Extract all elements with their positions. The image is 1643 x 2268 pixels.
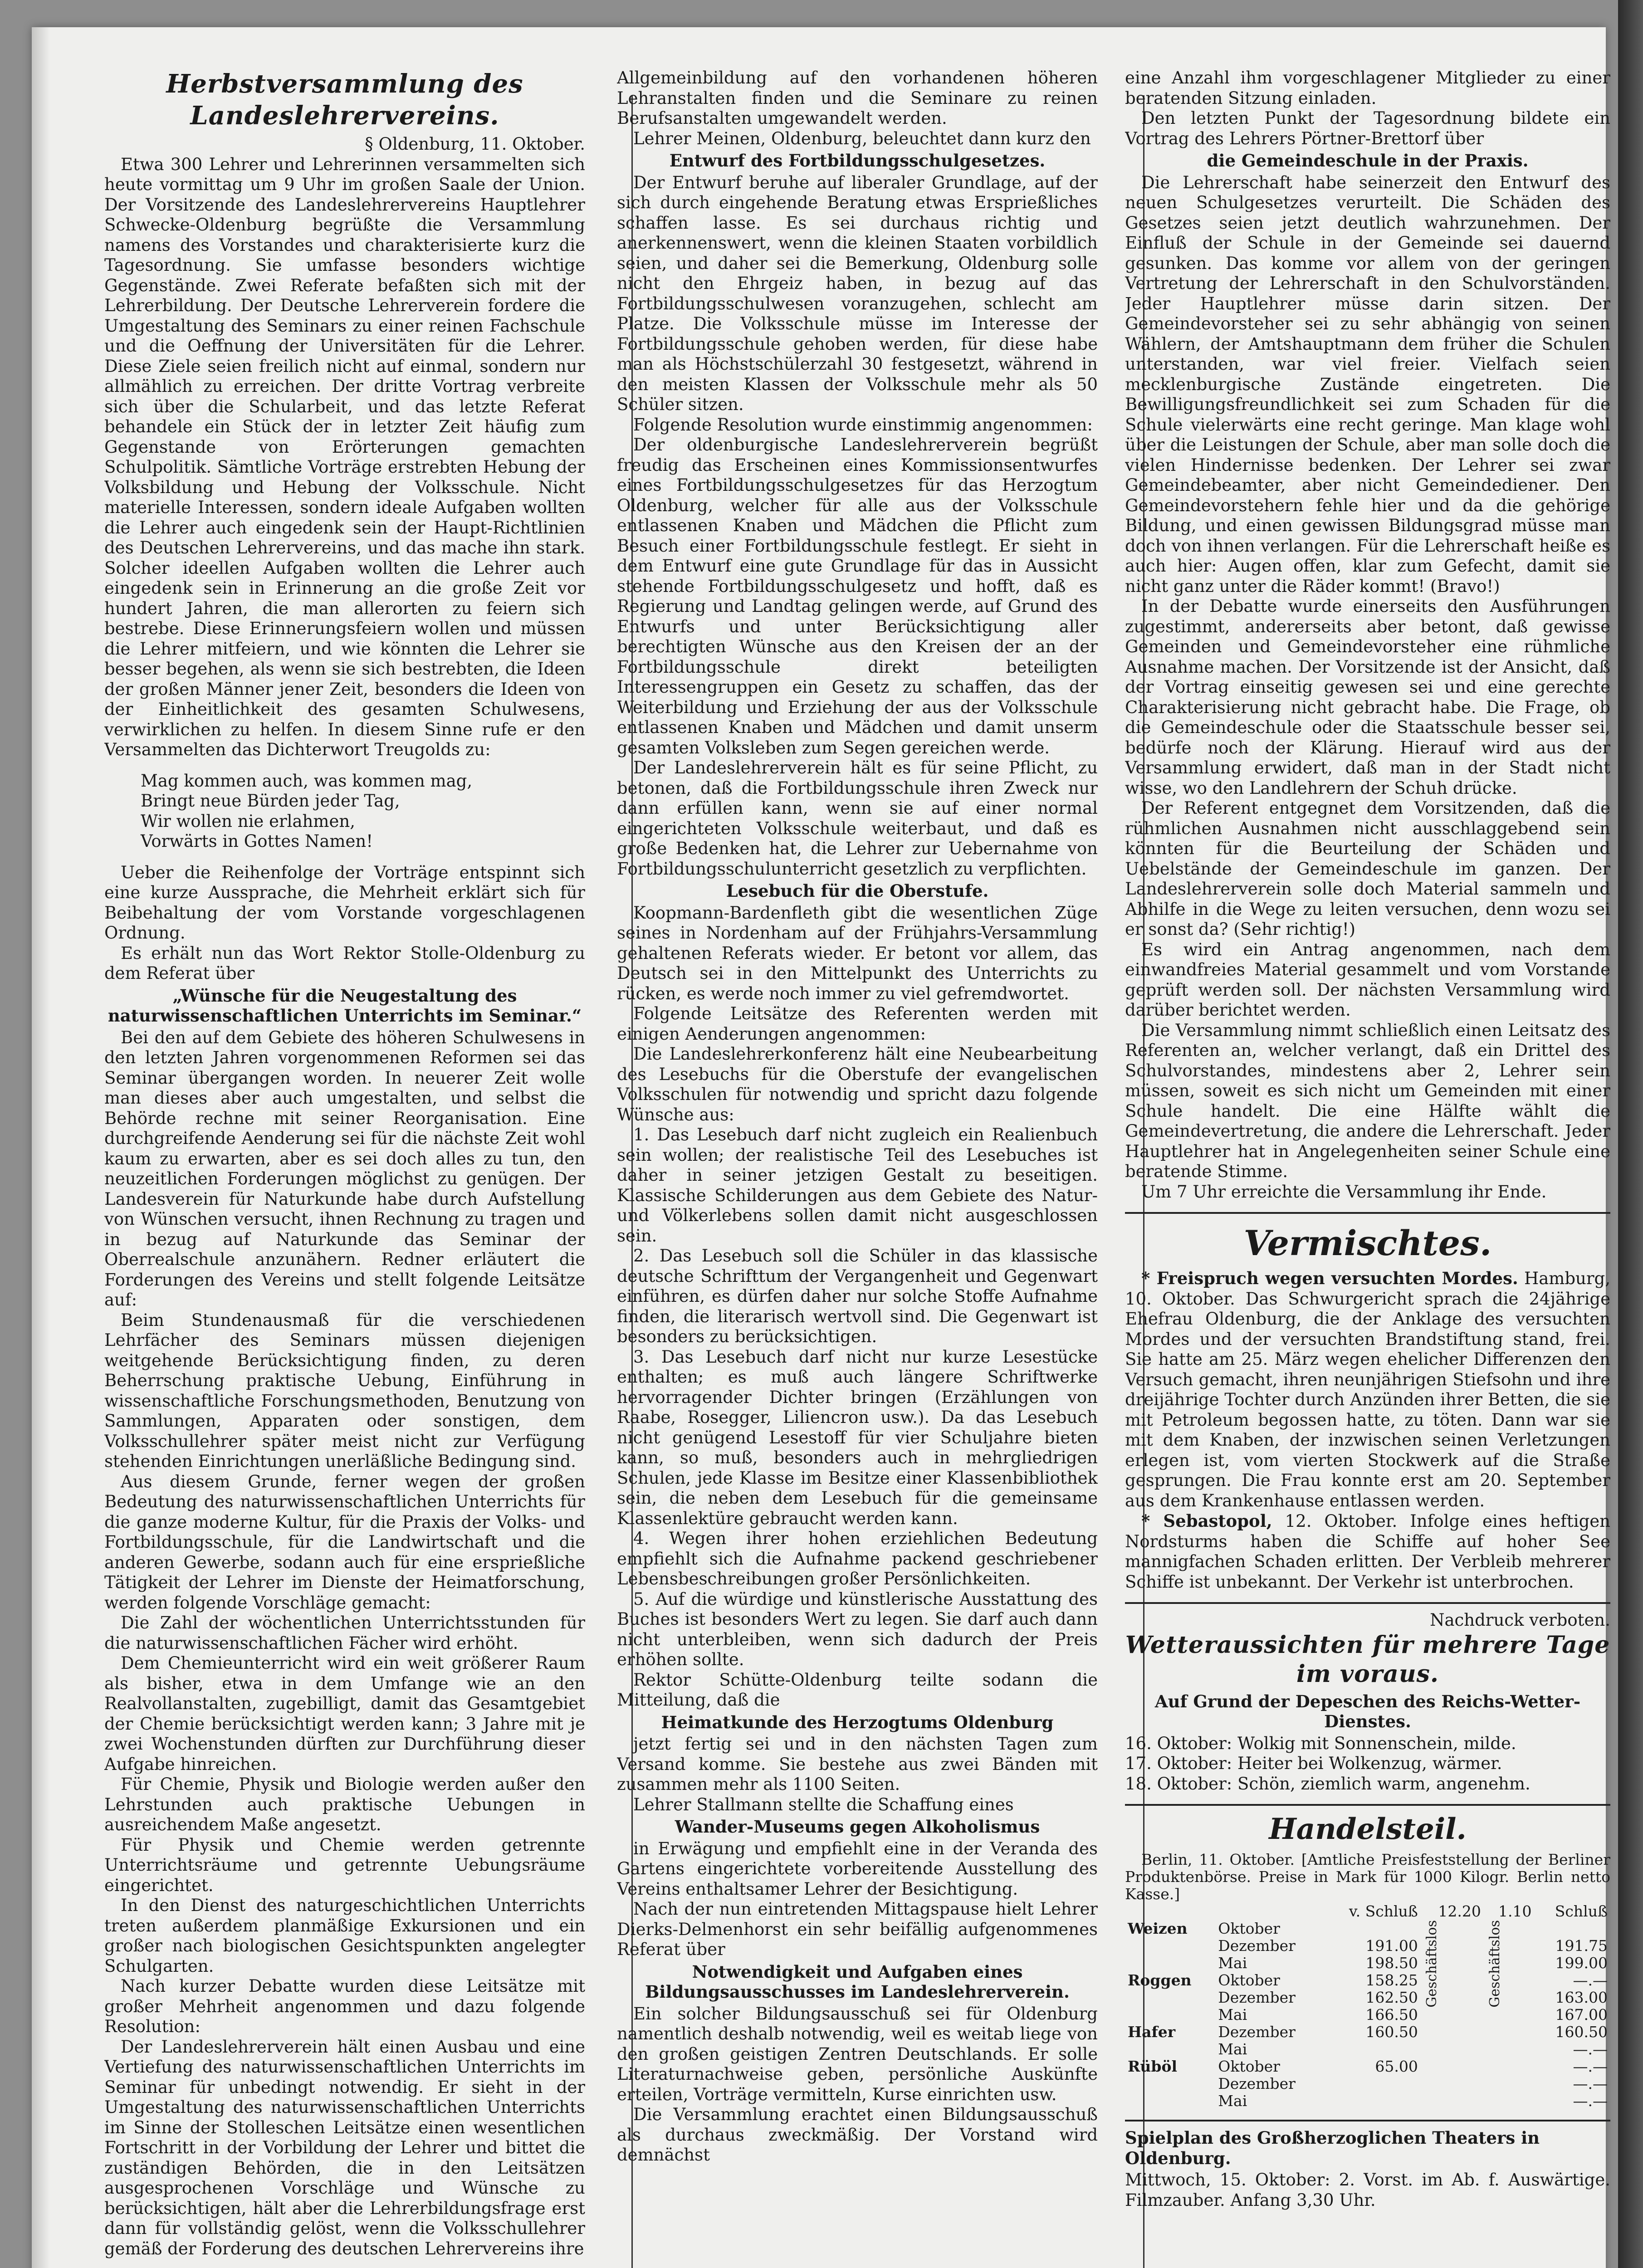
news-item-lead: * Sebastopol, xyxy=(1141,1511,1272,1531)
month: Dezember xyxy=(1218,1989,1296,2006)
weather-source: Auf Grund der Depeschen des Reichs-Wetter-Dienstes. xyxy=(1154,1691,1581,1731)
trade-intro: Berlin, 11. Oktober. [Amtliche Preisfeststellung der Berliner Produktenbörse. Preise in Mark für 1000 Kilogr. Berlin netto Kasse.] xyxy=(1125,1851,1610,1903)
price-close: —.— xyxy=(1573,2040,1608,2058)
verse-line: Vorwärts in Gottes Namen! xyxy=(141,831,373,851)
section-heading: Notwendigkeit und Aufgaben eines Bildungsausschusses im Landeslehrerverein. xyxy=(645,1961,1070,2002)
price-close: —.— xyxy=(1573,2075,1608,2092)
paragraph: Die Landeslehrerkonferenz hält eine Neubearbeitung des Lesebuchs für die Oberstufe der evangelischen Volksschulen für notwendig und spricht dazu folgende Wünsche aus: xyxy=(617,1044,1098,1124)
theater-title: Spielplan des Großherzoglichen Theaters in Oldenburg. xyxy=(1125,2128,1540,2168)
month: Oktober xyxy=(1218,1971,1280,1989)
news-item-lead: * Freispruch wegen versuchten Mordes. xyxy=(1141,1268,1518,1288)
paragraph: Dem Chemieunterricht wird ein weit größerer Raum als bisher, etwa in dem Umfange wie an den Realvollanstalten, zugebilligt, damit das Gesamtgebiet der Chemie berücksichtigt werden kann; 3 Jahre mit je zwei Wochenstunden dürften zur Durchführung dieser Aufgabe hinreichen. xyxy=(104,1653,585,1774)
table-row xyxy=(1125,2006,1610,2024)
price-close: 167.00 xyxy=(1555,2006,1608,2024)
section-title: Vermischtes. xyxy=(1243,1223,1492,1263)
paragraph: Folgende Leitsätze des Referenten werden mit einigen Aenderungen angenommen: xyxy=(617,1004,1098,1044)
price-prev xyxy=(1324,2092,1421,2110)
price-prev xyxy=(1324,1920,1421,1937)
price-prev: 160.50 xyxy=(1365,2023,1418,2041)
no-business-label: Geschäftslos xyxy=(1487,1920,1503,2008)
column-2 xyxy=(617,68,1098,2268)
verse-line: Mag kommen auch, was kommen mag, xyxy=(141,771,473,791)
section-divider xyxy=(1125,1212,1610,1214)
no-business-label: Geschäftslos xyxy=(1423,1920,1440,2008)
paragraph: Koopmann-Bardenfleth gibt die wesentlichen Züge seines in Nordenham auf der Frühjahrs-Versammlung gehaltenen Referats wieder. Er betont vor allem, das Deutsch sei in den Mittelpunkt des Unterrichts zu rücken, es werde noch immer zu viel gefremdwortet. xyxy=(617,903,1098,1003)
section-divider xyxy=(1125,2120,1610,2121)
month: Mai xyxy=(1218,2006,1247,2024)
price-prev xyxy=(1324,2041,1421,2058)
paragraph: Der Referent entgegnet dem Vorsitzenden, daß die rühmlichen Ausnahmen nicht ausschlaggebend sein könnten für die Beurteilung der Schäden und Uebelstände der Gemeindeschule im ganzen. Der Landeslehrerverein solle doch Material sammeln und Abhilfe in die Wege zu leiten versuchen, denn wozu sei er sonst da? (Sehr richtig!) xyxy=(1125,798,1610,939)
paragraph: Die Versammlung erachtet einen Bildungsausschuß als durchaus zweckmäßig. Der Vorstand wird demnächst xyxy=(617,2105,1098,2165)
paragraph: Nach kurzer Debatte wurden diese Leitsätze mit großer Mehrheit angenommen und dazu folgende Resolution: xyxy=(104,1976,585,2036)
paragraph: In der Debatte wurde einerseits den Ausführungen zugestimmt, andererseits aber betont, daß gewisse Gemeinden und Gemeindevorsteher eine rühmliche Ausnahme machen. Der Vorsitzende ist der Ansicht, daß der Vortrag einseitig gewesen sei und eine gerechte Charakterisierung nicht gebracht habe. Die Frage, ob die Gemeindeschule oder die Staatsschule besser sei, bedürfe noch der Klärung. Hierauf wird aus der Versammlung erwidert, daß man in der Stadt nicht wisse, wo den Landlehrern der Schuh drücke. xyxy=(1125,596,1610,798)
paragraph: Rektor Schütte-Oldenburg teilte sodann die Mitteilung, daß die xyxy=(617,1670,1098,1710)
month: Oktober xyxy=(1218,1920,1280,1937)
verse-line: Wir wollen nie erlahmen, xyxy=(141,811,355,831)
page-edge xyxy=(1618,0,1643,2268)
paragraph: jetzt fertig sei und in den nächsten Tagen zum Versand komme. Sie bestehe aus zwei Bänden mit zusammen mehr als 1100 Seiten. xyxy=(617,1734,1098,1794)
binding-shadow xyxy=(32,27,50,2268)
paragraph: eine Anzahl ihm vorgeschlagener Mitglieder zu einer beratenden Sitzung einladen. xyxy=(1125,68,1610,108)
section-divider xyxy=(1125,1804,1610,1806)
section-heading: Heimatkunde des Herzogtums Oldenburg xyxy=(661,1712,1054,1732)
price-prev: 65.00 xyxy=(1375,2058,1418,2075)
month: Dezember xyxy=(1218,2075,1296,2092)
column-1 xyxy=(104,68,585,2268)
table-row xyxy=(1125,2058,1610,2075)
paragraph: 2. Das Lesebuch soll die Schüler in das klassische deutsche Schrifttum der Vergangenheit und Gegenwart einführen, es dürfen daher nur solche Stoffe Aufnahme finden, die literarisch wertvoll sind. Die Gegenwart ist besonders zu berücksichtigen. xyxy=(617,1246,1098,1346)
table-row xyxy=(1125,2092,1610,2110)
price-close: —.— xyxy=(1573,2092,1608,2110)
price-prev: 191.00 xyxy=(1365,1937,1418,1955)
weather-forecast xyxy=(1125,1734,1610,1794)
table-row xyxy=(1125,2041,1610,2058)
paragraph: Es wird ein Antrag angenommen, nach dem einwandfreies Material gesammelt und vom Vorstande geprüft werden soll. Der nächsten Versammlung wird darüber berichtet werden. xyxy=(1125,939,1610,1020)
table-row xyxy=(1125,1920,1610,1937)
price-close: 199.00 xyxy=(1555,1954,1608,1972)
no-business-note xyxy=(1484,1920,1535,2110)
market-table xyxy=(1125,1903,1610,2110)
commodity: Roggen xyxy=(1128,1971,1192,1989)
theater-program: Mittwoch, 15. Oktober: 2. Vorst. im Ab. f. Auswärtige. Filmzauber. Anfang 3,30 Uhr. xyxy=(1125,2170,1610,2210)
month: Dezember xyxy=(1218,2023,1296,2041)
news-item xyxy=(1125,1511,1610,1592)
month: Mai xyxy=(1218,2092,1247,2110)
commodity xyxy=(1125,2006,1215,2024)
month: Mai xyxy=(1218,2040,1247,2058)
table-header-row xyxy=(1125,1903,1610,1920)
month: Mai xyxy=(1218,1954,1247,1972)
price-close: 191.75 xyxy=(1555,1937,1608,1955)
price-prev xyxy=(1324,2075,1421,2092)
table-row xyxy=(1125,1937,1610,1955)
weather-title: Wetteraussichten für mehrere Tage im voraus. xyxy=(1125,1631,1610,1688)
section-divider xyxy=(1125,1602,1610,1604)
commodity xyxy=(1125,2075,1215,2092)
trade-title: Handelsteil. xyxy=(1269,1812,1467,1846)
paragraph: Allgemeinbildung auf den vorhandenen höheren Lehranstalten finden und die Seminare zu reinen Berufsanstalten umgewandelt werden. xyxy=(617,68,1098,128)
paragraph: Lehrer Stallmann stellte die Schaffung eines xyxy=(633,1794,1014,1814)
commodity xyxy=(1125,1955,1215,1972)
paragraph: In den Dienst des naturgeschichtlichen Unterrichts treten außerdem planmäßige Exkursionen und ein großer nach biologischen Gesichtspunkten angelegter Schulgarten. xyxy=(104,1896,585,1976)
paragraph: 5. Auf die würdige und künstlerische Ausstattung des Buches ist besonders Wert zu legen. Sie darf auch dann nicht unterbleiben, wenn sich dadurch der Preis erhöhen sollte. xyxy=(617,1589,1098,1669)
price-prev: 198.50 xyxy=(1365,1954,1418,1972)
paragraph: Die Versammlung nimmt schließlich einen Leitsatz des Referenten an, welcher verlangt, daß ein Drittel des Schulvorstandes, mindestens aber 2, Lehrer sein müssen, soweit es sich nicht um Gemeinden mit einer Schule handelt. Die eine Hälfte wählt die Gemeindevertretung, die andere die Lehrerschaft. Jeder Hauptlehrer hat in Angelegenheiten seiner Schule eine beratende Stimme. xyxy=(1125,1020,1610,1181)
paragraph: Die Lehrerschaft habe seinerzeit den Entwurf des neuen Schulgesetzes verurteilt. Die Schäden des Gesetzes seien jetzt deutlich wahrzunehmen. Der Einfluß der Schule in der Gemeinde sei dauernd gesunken. Das komme vor allem von der geringen Vertretung der Lehrerschaft in den Schulvorständen. Jeder Hauptlehrer müsse darin sitzen. Der Gemeindevorsteher sei zu sehr abhängig von seinen Wählern, der Amtshauptmann dem früher die Schulen unterstanden, war viel freier. Vielfach seien mecklenburgische Zustände eingetreten. Die Bewilligungsfreundlichkeit sei zum Schaden für die Schule vielerwärts eine recht geringe. Man klage wohl über die Leistungen der Schule, aber man solle doch die vielen Hindernisse bedenken. Der Lehrer sei zwar Gemeindebeamter, aber nicht Gemeindediener. Den Gemeindevorstehern fehle hier und da die gehörige Bildung, und einen gewissen Bildungsgrad müsse man doch von ihnen verlangen. Für die Lehrerschaft heiße es auch hier: Augen offen, klar zum Gefecht, damit sie nicht ganz unter die Räder kommt! (Bravo!) xyxy=(1125,172,1610,596)
paragraph: Für Physik und Chemie werden getrennte Unterrichtsräume und getrennte Uebungsräume eingerichtet. xyxy=(104,1835,585,1895)
weather-day: 16. Oktober: Wolkig mit Sonnenschein, milde. xyxy=(1125,1733,1516,1753)
commodity: Weizen xyxy=(1128,1920,1188,1937)
commodity xyxy=(1125,1937,1215,1955)
paragraph: 4. Wegen ihrer hohen erziehlichen Bedeutung empfiehlt sich die Aufnahme packend geschriebener Lebensbeschreibungen großer Persönlichkeiten. xyxy=(617,1529,1098,1589)
paragraph: in Erwägung und empfiehlt eine in der Veranda des Gartens eingerichtete vorbereitende Ausstellung des Vereins enthaltsamer Lehrer der Besichtigung. xyxy=(617,1838,1098,1899)
dateline: § Oldenburg, 11. Oktober. xyxy=(365,134,585,154)
section-heading: Wander-Museums gegen Alkoholismus xyxy=(675,1817,1040,1837)
paragraph: Etwa 300 Lehrer und Lehrerinnen versammelten sich heute vormittag um 9 Uhr im großen Saale der Union. Der Vorsitzende des Landeslehrervereins Hauptlehrer Schwecke-Oldenburg begrüßte die Versammlung namens des Vorstandes und charakterisierte kurz die Tagesordnung. Sie umfasse besonders wichtige Gegenstände. Zwei Referate befaßten sich mit der Lehrerbildung. Der Deutsche Lehrerverein fordere die Umgestaltung des Seminars zu einer reinen Fachschule und die Oeffnung der Universitäten für die Lehrer. Diese Ziele seien freilich nicht auf einmal, sondern nur allmählich zu erreichen. Der dritte Vortrag verbreite sich über die Schularbeit, und das letzte Referat behandele ein Stück der in letzter Zeit häufig zum Gegenstande von Erörterungen gemachten Schulpolitik. Sämtliche Vorträge erstrebten Hebung der Volksbildung und Hebung der Volksschule. Nicht materielle Interessen, sondern ideale Aufgaben wollten die Lehrer auch eingedenk sein der Haupt-Richtlinien des Deutschen Lehrervereins, und das mache ihn stark. Solcher ideellen Aufgaben wollten die Lehrer auch eingedenk sein in Erinnerung an die große Zeit vor hundert Jahren, die man allerorten zu feiern sich bestrebe. Diese Erinnerungsfeiern wollen und müssen die Lehrer mitfeiern, und wie könnten die Lehrer sie besser begehen, als wenn sie sich bestrebten, die Ideen der großen Männer jener Zeit, besonders die Ideen von der Einheitlichkeit des gesamten Schulwesens, verwirklichen zu helfen. In diesem Sinne rufe er den Versammelten das Dichterwort Treugolds zu: xyxy=(104,154,585,759)
price-close: —.— xyxy=(1573,2058,1608,2075)
month: Oktober xyxy=(1218,2058,1280,2075)
copyright-note: Nachdruck verboten. xyxy=(1430,1610,1610,1630)
price-prev: 166.50 xyxy=(1365,2006,1418,2024)
table-row xyxy=(1125,2075,1610,2092)
column-header: 1.10 xyxy=(1498,1902,1532,1920)
table-row xyxy=(1125,2024,1610,2041)
price-close xyxy=(1535,1920,1610,1937)
verse xyxy=(141,771,585,852)
no-business-note xyxy=(1421,1920,1484,2110)
news-item-text: 12. Oktober. Infolge eines heftigen Nordsturms haben die Schiffe auf hoher See mannigfachen Schaden erlitten. Der Verbleib mehrerer Schiffe ist unbekannt. Der Verkehr ist unterbrochen. xyxy=(1125,1511,1610,1592)
price-prev: 162.50 xyxy=(1365,1989,1418,2006)
commodity xyxy=(1125,2092,1215,2110)
paragraph: Der Entwurf beruhe auf liberaler Grundlage, auf der sich durch eingehende Beratung etwas Ersprießliches schaffen lasse. Es sei durchaus richtig und anerkennenswert, wenn die kleinen Staaten vorbildlich seien, und daher sei die Bemerkung, Oldenburg solle nicht den Ehrgeiz haben, in bezug auf das Fortbildungsschulwesen voranzugehen, schlecht am Platze. Die Volksschule müsse im Interesse der Fortbildungsschule gehoben werden, für diese habe man als Höchstschülerzahl 30 festgesetzt, während in den meisten Klassen der Volksschule mehr als 50 Schüler sitzen. xyxy=(617,172,1098,414)
paragraph: Der oldenburgische Landeslehrerverein begrüßt freudig das Erscheinen eines Kommissionsentwurfes eines Fortbildungsschulgesetzes für das Herzogtum Oldenburg, welcher für alle aus der Volksschule entlassenen Knaben und Mädchen die Pflicht zum Besuch einer Fortbildungsschule festlegt. Er sieht in dem Entwurf eine gute Grundlage für das in Aussicht stehende Fortbildungsschulgesetz und hofft, daß es Regierung und Landtag gelingen werde, auf Grund des Entwurfs und unter Berücksichtigung aller berechtigten Wünsche aus den Kreisen der an der Fortbildungsschule direkt beteiligten Interessengruppen ein Gesetz zu schaffen, das der Weiterbildung und Erziehung der aus der Volksschule entlassenen Knaben und Mädchen und damit unserm gesamten Volksleben zum Segen gereichen werde. xyxy=(617,435,1098,758)
section-heading: Lesebuch für die Oberstufe. xyxy=(726,881,989,901)
column-header: Schluß xyxy=(1555,1902,1608,1920)
paragraph: Aus diesem Grunde, ferner wegen der großen Bedeutung des naturwissenschaftlichen Unterrichts für die ganze moderne Kultur, für die Praxis der Volks- und Fortbildungsschule, für die Landwirtschaft und die anderen Gewerbe, sodann auch für eine ersprießliche Tätigkeit der Lehrer im Dienste der Heimatforschung, werden folgende Vorschläge gemacht: xyxy=(104,1471,585,1613)
paragraph: Um 7 Uhr erreichte die Versammlung ihr Ende. xyxy=(1141,1182,1547,1202)
commodity: Hafer xyxy=(1128,2023,1176,2041)
paragraph: Es erhält nun das Wort Rektor Stolle-Oldenburg zu dem Referat über xyxy=(104,943,585,983)
paragraph: Beim Stundenausmaß für die verschiedenen Lehrfächer des Seminars müssen diejenigen weitgehende Berücksichtigung finden, zu deren Beherrschung praktische Uebung, Einführung in wissenschaftliche Forschungsmethoden, Benutzung von Sammlungen, Apparaten oder sonstigen, dem Volksschullehrer später meist nicht zur Verfügung stehenden Einrichtungen unerläßliche Bedingung sind. xyxy=(104,1310,585,1471)
price-close: 160.50 xyxy=(1555,2023,1608,2041)
month: Dezember xyxy=(1218,1937,1296,1955)
paragraph: Den letzten Punkt der Tagesordnung bildete ein Vortrag des Lehrers Pörtner-Brettorf über xyxy=(1125,108,1610,148)
section-heading: die Gemeindeschule in der Praxis. xyxy=(1207,151,1529,171)
paragraph: Für Chemie, Physik und Biologie werden außer den Lehrstunden auch praktische Uebungen in ausreichendem Maße angesetzt. xyxy=(104,1774,585,1834)
news-item-text: Hamburg, 10. Oktober. Das Schwurgericht sprach die 24jährige Ehefrau Oldenburg, die der Anklage des versuchten Mordes und der versuchten Brandstiftung stand, frei. Sie hatte am 25. März wegen ehelicher Differenzen den Versuch gemacht, ihren neunjährigen Stiefsohn und ihre dreijährige Tochter durch Anzünden ihrer Betten, die sie mit Petroleum begossen hatte, zu töten. Dann war sie mit dem Knaben, der inzwischen seinen Verletzungen erlegen ist, vom vierten Stockwerk auf die Straße gesprungen. Die Frau konnte erst am 20. September aus dem Krankenhause entlassen werden. xyxy=(1125,1269,1610,1510)
section-heading: „Wünsche für die Neugestaltung des naturwissenschaftlichen Unterrichts im Seminar.“ xyxy=(108,985,582,1026)
paragraph: Lehrer Meinen, Oldenburg, beleuchtet dann kurz den xyxy=(633,128,1091,148)
price-close: —.— xyxy=(1573,1971,1608,1989)
column-header: 12.20 xyxy=(1438,1902,1481,1920)
paragraph: Folgende Resolution wurde einstimmig angenommen: xyxy=(633,415,1093,435)
news-item xyxy=(1125,1268,1610,1511)
paragraph: Der Landeslehrerverein hält es für seine Pflicht, zu betonen, daß die Fortbildungsschule ihren Zweck nur dann erfüllen kann, wenn sie auf einer normal eingerichteten Volksschule weiterbaut, und daß es große Bedenken hat, die Lehrer zur Uebernahme von Fortbildungsschulunterricht gesetzlich zu verpflichten. xyxy=(617,758,1098,879)
paragraph: Der Landeslehrerverein hält einen Ausbau und eine Vertiefung des naturwissenschaftlichen Unterrichts im Seminar für unbedingt notwendig. Er sieht in der Umgestaltung des naturwissenschaftlichen Unterrichts im Sinne der Stolleschen Leitsätze einen wesentlichen Fortschritt in der Vorbildung der Lehrer und bittet die zuständigen Behörden, die in den Leitsätzen ausgesprochenen Vorschläge und Wünsche zu berücksichtigen, hält aber die Lehrerbildungsfrage erst dann für vollständig gelöst, wenn die Volksschullehrer gemäß der Forderung des deutschen Lehrervereins ihre xyxy=(104,2037,585,2258)
column-header: v. Schluß xyxy=(1349,1902,1418,1920)
paragraph: Bei den auf dem Gebiete des höheren Schulwesens in den letzten Jahren vorgenommenen Reformen sei das Seminar übergangen worden. In neuerer Zeit wolle man dieses aber auch umgestalten, und selbst die Behörde rechne mit seiner Reorganisation. Eine durchgreifende Aenderung sei für die nächste Zeit wohl kaum zu erwarten, aber es sei doch alles zu tun, den neuzeitlichen Forderungen möglichst zu genügen. Der Landesverein für Naturkunde habe durch Aufstellung von Wünschen versucht, ihnen Rechnung zu tragen und in bezug auf Naturkunde das Seminar der Oberrealschule anzunähern. Redner erläutert die Forderungen des Vereins und stellt folgende Leitsätze auf: xyxy=(104,1027,585,1310)
paragraph: 1. Das Lesebuch darf nicht zugleich ein Realienbuch sein wollen; der realistische Teil des Lesebuches ist daher in seiner jetzigen Gestalt zu beseitigen. Klassische Schilderungen aus dem Gebiete des Natur- und Völkerlebens sollen damit nicht ausgeschlossen sein. xyxy=(617,1125,1098,1246)
table-row xyxy=(1125,1955,1610,1972)
commodity xyxy=(1125,1989,1215,2006)
commodity: Rüböl xyxy=(1128,2058,1178,2075)
price-prev: 158.25 xyxy=(1365,1971,1418,1989)
paragraph: 3. Das Lesebuch darf nicht nur kurze Lesestücke enthalten; es muß auch längere Schriftwerke hervorragender Dichter bringen (Erzählungen von Raabe, Rosegger, Liliencron usw.). Da das Lesebuch nicht genügend Lesestoff für vier Schuljahre bieten kann, so muß, besonders auch in mehrgliedrigen Schulen, jede Klasse im Besitze einer Klassenbibliothek sein, die neben dem Lesebuch für die gemeinsame Klassenlektüre gebraucht werden kann. xyxy=(617,1347,1098,1528)
column-3 xyxy=(1125,68,1610,2268)
table-row xyxy=(1125,1989,1610,2006)
verse-line: Bringt neue Bürden jeder Tag, xyxy=(141,791,400,811)
paragraph: Ein solcher Bildungsausschuß sei für Oldenburg namentlich deshalb notwendig, weil es weitab liege von den großen geistigen Zentren Deutschlands. Er solle Literaturnachweise geben, persönliche Auskünfte erteilen, Vorträge vermitteln, Kurse einrichten usw. xyxy=(617,2004,1098,2104)
price-close: 163.00 xyxy=(1555,1989,1608,2006)
paragraph: Ueber die Reihenfolge der Vorträge entspinnt sich eine kurze Aussprache, die Mehrheit erklärt sich für Beibehaltung der vom Vorstande vorgeschlagenen Ordnung. xyxy=(104,862,585,943)
weather-day: 17. Oktober: Heiter bei Wolkenzug, wärmer. xyxy=(1125,1754,1502,1773)
paragraph: Die Zahl der wöchentlichen Unterrichtsstunden für die naturwissenschaftlichen Fächer wird erhöht. xyxy=(104,1613,585,1653)
table-row xyxy=(1125,1972,1610,1989)
paragraph: Nach der nun eintretenden Mittagspause hielt Lehrer Dierks-Delmenhorst ein sehr beifällig aufgenommenes Referat über xyxy=(617,1899,1098,1959)
section-heading: Entwurf des Fortbildungsschulgesetzes. xyxy=(669,151,1046,171)
weather-day: 18. Oktober: Schön, ziemlich warm, angenehm. xyxy=(1125,1774,1531,1794)
commodity xyxy=(1125,2041,1215,2058)
article-title: Herbstversammlung des Landeslehrervereins. xyxy=(166,69,523,131)
